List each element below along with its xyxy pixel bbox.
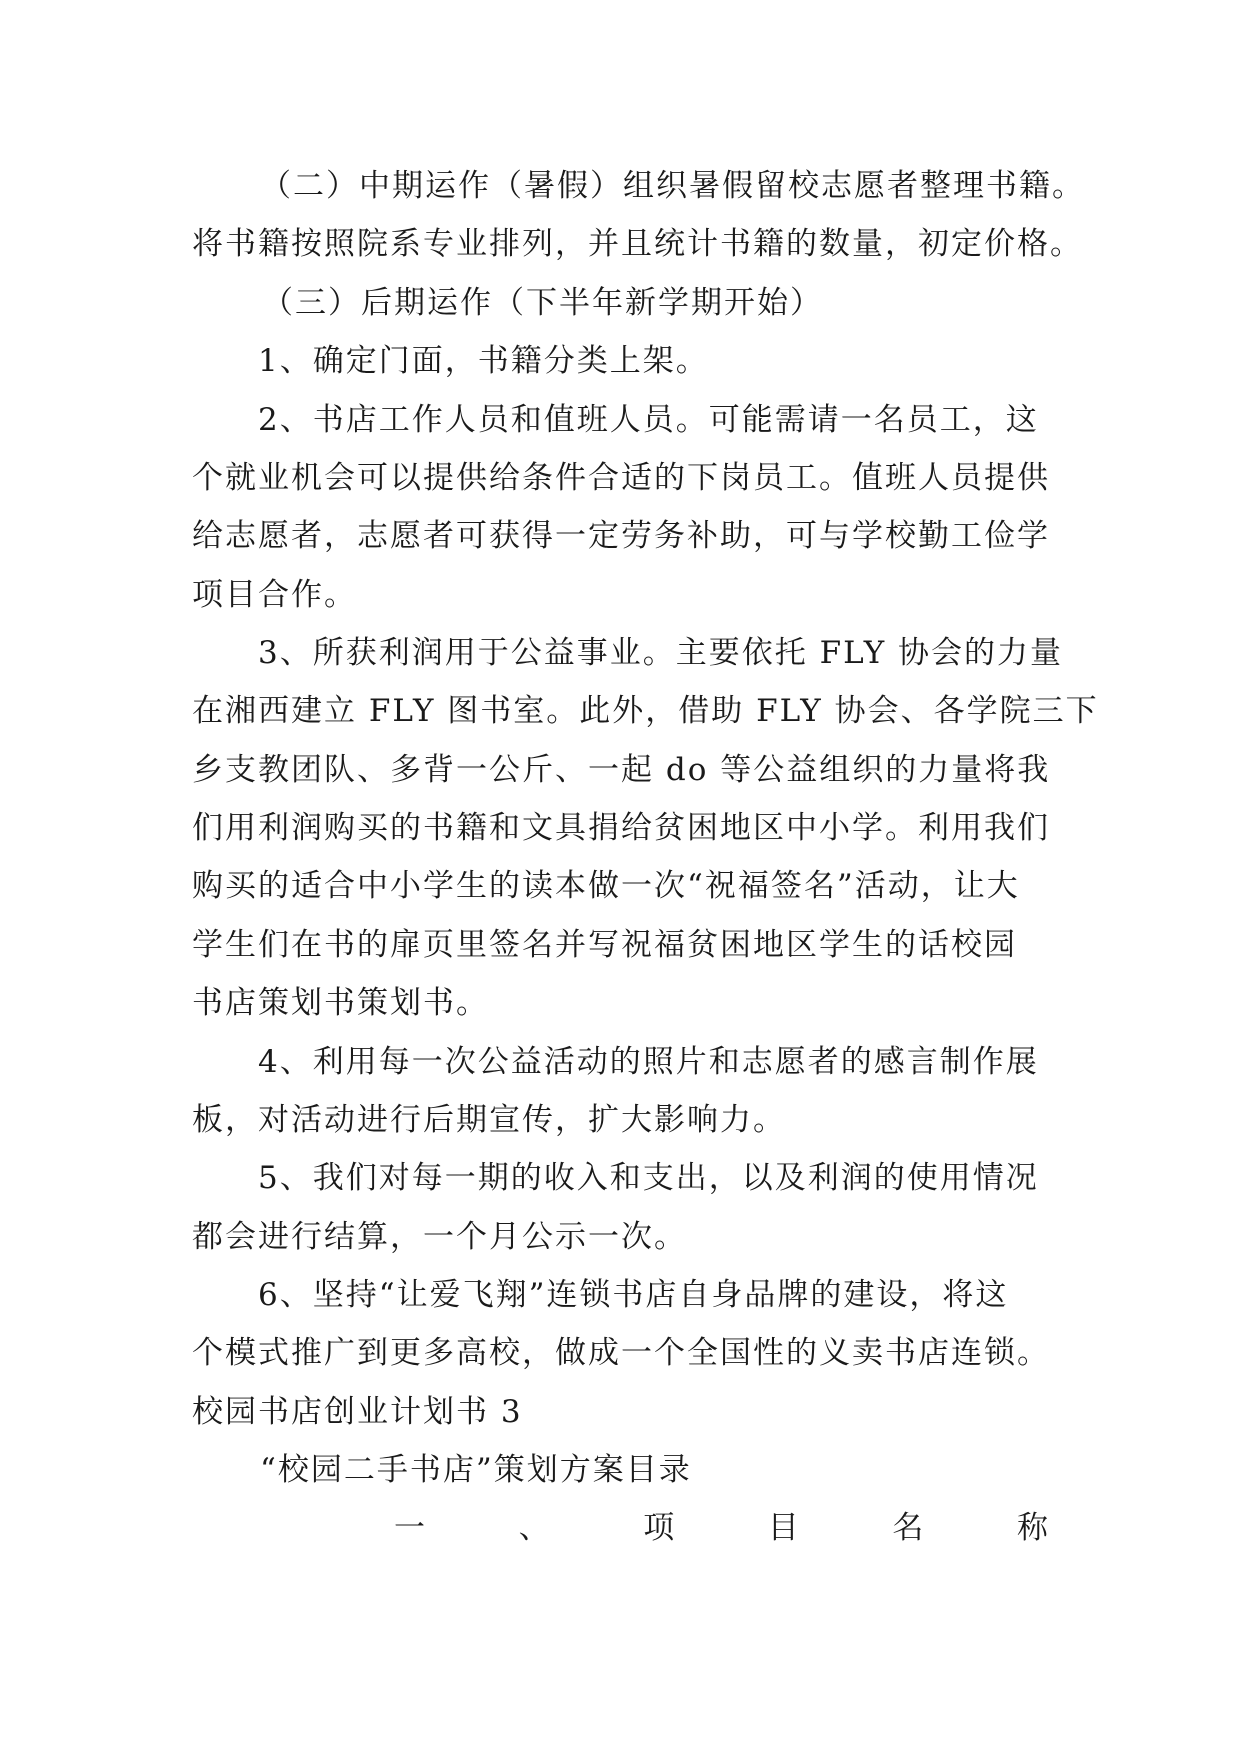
- paragraph-line: 个就业机会可以提供给条件合适的下岗员工。值班人员提供: [192, 460, 1050, 496]
- toc-heading: [394, 1508, 1050, 1548]
- paragraph-line: 们用利润购买的书籍和文具捐给贫困地区中小学。利用我们: [192, 810, 1050, 846]
- paragraph-line: 将书籍按照院系专业排列，并且统计书籍的数量，初定价格。: [192, 226, 1083, 262]
- paragraph-line: 购买的适合中小学生的读本做一次“祝福签名”活动，让大: [192, 868, 1020, 904]
- toc-heading-char: 目: [767, 1510, 801, 1546]
- toc-heading-char: 一: [394, 1510, 427, 1546]
- toc-heading-char: 、: [518, 1510, 552, 1546]
- section-heading: “校园二手书店”策划方案目录: [260, 1452, 692, 1488]
- paragraph-line: 乡支教团队、多背一公斤、一起 do 等公益组织的力量将我: [192, 752, 1051, 788]
- list-item: 1、确定门面，书籍分类上架。: [258, 343, 709, 379]
- toc-heading-char: 项: [643, 1510, 677, 1546]
- toc-heading-char: 称: [1016, 1510, 1050, 1546]
- toc-heading-char: 名: [892, 1510, 926, 1546]
- list-item: 5、我们对每一期的收入和支出，以及利润的使用情况: [258, 1160, 1039, 1196]
- list-item: 2、书店工作人员和值班人员。可能需请一名员工，这: [258, 402, 1039, 438]
- paragraph-line: 个模式推广到更多高校，做成一个全国性的义卖书店连锁。: [192, 1335, 1050, 1371]
- paragraph-line: （二）中期运作（暑假）组织暑假留校志愿者整理书籍。: [260, 168, 1085, 204]
- paragraph-line: 在湘西建立 FLY 图书室。此外，借助 FLY 协会、各学院三下: [192, 693, 1099, 729]
- list-item: 6、坚持“让爱飞翔”连锁书店自身品牌的建设，将这: [258, 1277, 1009, 1313]
- list-item: 4、利用每一次公益活动的照片和志愿者的感言制作展: [258, 1044, 1039, 1080]
- section-heading: （三）后期运作（下半年新学期开始）: [262, 285, 823, 321]
- paragraph-line: 给志愿者，志愿者可获得一定劳务补助，可与学校勤工俭学: [192, 518, 1050, 554]
- paragraph-line: 项目合作。: [192, 577, 357, 613]
- document-title: 校园书店创业计划书 3: [192, 1394, 523, 1430]
- list-item: 3、所获利润用于公益事业。主要依托 FLY 协会的力量: [258, 635, 1064, 671]
- paragraph-line: 都会进行结算，一个月公示一次。: [192, 1219, 687, 1255]
- paragraph-line: 板，对活动进行后期宣传，扩大影响力。: [192, 1102, 786, 1138]
- paragraph-line: 书店策划书策划书。: [192, 985, 489, 1021]
- paragraph-line: 学生们在书的扉页里签名并写祝福贫困地区学生的话校园: [192, 927, 1017, 963]
